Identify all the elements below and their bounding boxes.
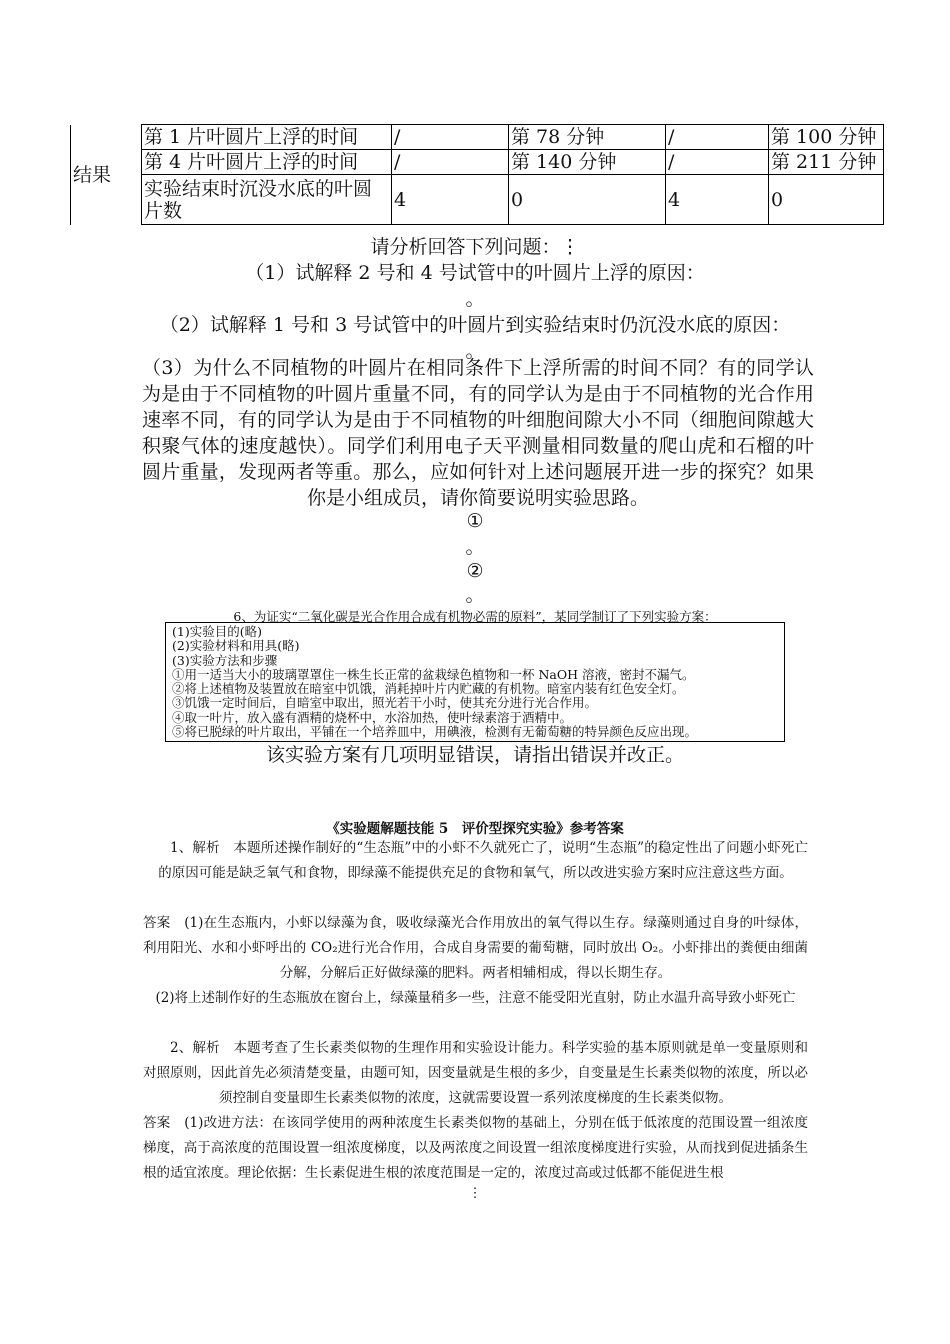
answer-2-analysis: 2、解析 本题考查了生长素类似物的生理作用和实验设计能力。科学实验的基本原则就是单一变量原则和对照原则，因此首先必须清楚变量，由题可知，因变量就是生根的多少，自变量是生长素类似物的浓度，所以必须控制自变量即生长素类似物的浓度，这就需要设置一系列浓度梯度的生长素类似物。 [143, 1040, 808, 1106]
results-table [70, 124, 884, 225]
answer-mark-2-end: 。 [465, 584, 485, 606]
table-row [71, 125, 884, 150]
plan-line: (3)实验方法和步骤 [172, 652, 278, 668]
table-row [71, 150, 884, 175]
answer-mark-1: ① [466, 510, 484, 532]
table-cell: 第 78 分钟 [509, 125, 666, 150]
table-row [71, 175, 884, 225]
plan-box [165, 622, 785, 742]
plan-line: ④取一叶片，放入盛有酒精的烧杯中，水浴加热，使叶绿素溶于酒精中。 [172, 709, 573, 725]
plan-line: ⑤将已脱绿的叶片取出，平铺在一个培养皿中，用碘液，检测有无葡萄糖的特异颜色反应出现。 [172, 724, 698, 740]
table-cell: / [392, 125, 509, 150]
plan-line: (2)实验材料和用具(略) [172, 638, 300, 654]
row-header-results: 结果 [71, 125, 142, 225]
table-cell: / [392, 150, 509, 175]
question-1-end: 。 [465, 288, 485, 310]
table-cell: 0 [509, 175, 666, 225]
plan-line: ①用一适当大小的玻璃罩罩住一株生长正常的盆栽绿色植物和一杯 NaOH 溶液，密封不漏气。 [172, 666, 695, 682]
plan-line: ②将上述植物及装置放在暗室中饥饿，消耗掉叶片内贮藏的有机物。暗室内装有红色安全灯。 [172, 681, 685, 697]
table-cell: 实验结束时沉没水底的叶圆片数 [142, 175, 392, 225]
answer-mark-1-end: 。 [465, 536, 485, 558]
table-cell: 第 140 分钟 [509, 150, 666, 175]
answer-1-answer-2: (2)将上述制作好的生态瓶放在窗台上，绿藻量稍多一些，注意不能受阳光直射，防止水温升高导致小虾死亡 [155, 990, 796, 1006]
table-cell: / [666, 150, 769, 175]
table-cell: 0 [769, 175, 884, 225]
plan-line: (1)实验目的(略) [172, 624, 262, 639]
answer-1-answer: 答案 (1)在生态瓶内，小虾以绿藻为食，吸收绿藻光合作用放出的氧气得以生存。绿藻则通过自身的叶绿体，利用阳光、水和小虾呼出的 CO₂进行光合作用，合成自身需要的葡萄糖，同时放出 O₂。小虾排出的粪便由细菌分解，分解后正好做绿藻的肥料。两者相辅相成，得以长期生存。 [143, 915, 808, 981]
question-2-end: 。 [465, 340, 485, 362]
question-1: （1）试解释 2 号和 4 号试管中的叶圆片上浮的原因： [245, 262, 705, 284]
table-cell: 4 [666, 175, 769, 225]
table-cell: 4 [392, 175, 509, 225]
question-2: （2）试解释 1 号和 3 号试管中的叶圆片到实验结束时仍沉没水底的原因： [159, 314, 791, 336]
questions-intro: 请分析回答下列问题：⋮ [370, 236, 580, 258]
table-cell: 第 100 分钟 [769, 125, 884, 150]
table-cell: / [666, 125, 769, 150]
plan-line: ③饥饿一定时间后，自暗室中取出，照光若干小时，使其充分进行光合作用。 [172, 695, 598, 711]
answers-title: 《实验题解题技能 5 评价型探究实验》参考答案 [326, 821, 624, 837]
plan-question: 该实验方案有几项明显错误，请指出错误并改正。 [265, 744, 684, 766]
table-cell: 第 211 分钟 [769, 150, 884, 175]
answer-mark-2: ② [466, 560, 484, 582]
plan-title: 6、为证实“二氧化碳是光合作用合成有机物必需的原料”，某同学制订了下列实验方案： [233, 609, 717, 624]
table-cell: 第 1 片叶圆片上浮的时间 [142, 125, 392, 150]
table-cell: 第 4 片叶圆片上浮的时间 [142, 150, 392, 175]
question-3: （3）为什么不同植物的叶圆片在相同条件下上浮所需的时间不同？有的同学认为是由于不同植物的叶圆片重量不同，有的同学认为是由于不同植物的光合作用速率不同，有的同学认为是由于不同植物的叶细胞间隙大小不同（细胞间隙越大积聚气体的速度越快）。同学们利用电子天平测量相同数量的爬山虎和石榴的叶圆片重量，发现两者等重。那么，应如何针对上述问题展开进一步的探究？如果你是小组成员，请你简要说明实验思路。 [142, 357, 814, 509]
ellipsis-mark: ⋮ [468, 1185, 482, 1201]
answer-1-analysis: 1、解析 本题所述操作制好的“生态瓶”中的小虾不久就死亡了，说明“生态瓶”的稳定性出了问题小虾死亡的原因可能是缺乏氧气和食物，即绿藻不能提供充足的食物和氧气，所以改进实验方案时应注意这些方面。 [158, 840, 808, 881]
answer-2-answer: 答案 (1)改进方法：在该同学使用的两种浓度生长素类似物的基础上，分别在低于低浓度的范围设置一组浓度梯度，高于高浓度的范围设置一组浓度梯度，以及两浓度之间设置一组浓度梯度进行实验，从而找到促进插条生根的适宜浓度。理论依据：生长素促进生根的浓度范围是一定的，浓度过高或过低都不能促进生根 [143, 1115, 808, 1181]
